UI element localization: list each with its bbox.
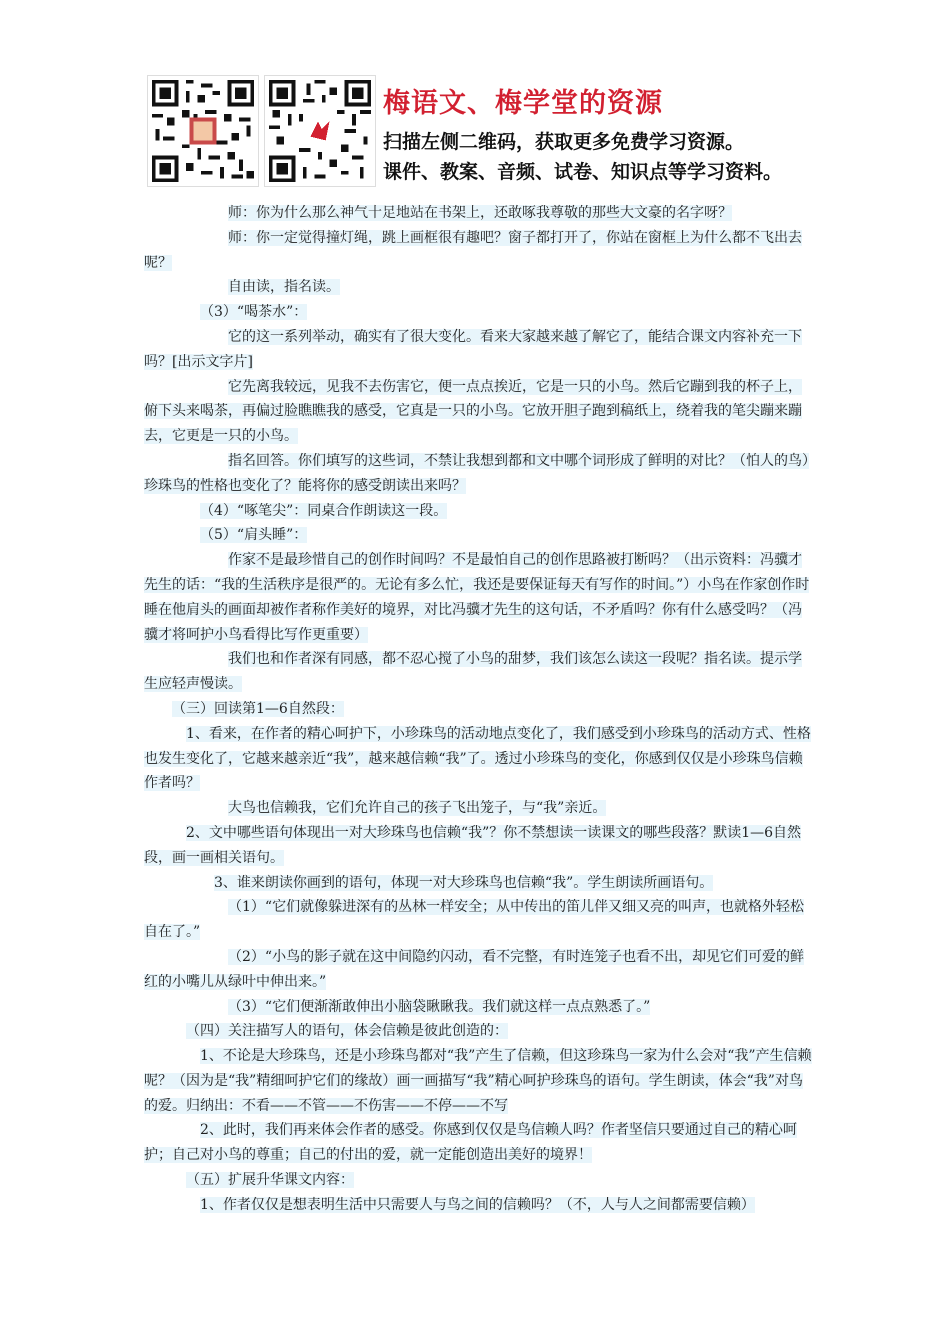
- paragraph: [144, 226, 812, 276]
- qr-code-left[interactable]: [147, 75, 259, 187]
- paragraph: [144, 275, 812, 300]
- paragraph-text: （2）“小鸟的影子就在这中间隐约闪动，看不完整，有时连笼子也看不出，却见它们可爱的鲜红的小嘴儿从绿叶中伸出来。”: [144, 948, 805, 990]
- paragraph: [144, 895, 812, 945]
- paragraph-text: 自由读，指名读。: [228, 279, 340, 296]
- paragraph-text: （四）关注描写人的语句，体会信赖是彼此创造的：: [186, 1023, 508, 1040]
- paragraph-text: （三）回读第1—6自然段：: [172, 700, 344, 717]
- paragraph: [144, 449, 812, 499]
- paragraph-text: 1、作者仅仅是想表明生活中只需要人与鸟之间的信赖吗？（不，人与人之间都需要信赖）: [200, 1196, 755, 1213]
- paragraph: [144, 821, 812, 871]
- paragraph-text: 它的这一系列举动，确实有了很大变化。看来大家越来越了解它了，能结合课文内容补充一下吗？[出示文字片]: [144, 328, 802, 370]
- paragraph: [144, 871, 812, 896]
- section-heading: [144, 1168, 812, 1193]
- paragraph: [144, 375, 812, 449]
- paragraph-text: 1、看来，在作者的精心呵护下，小珍珠鸟的活动地点变化了，我们感受到小珍珠鸟的活动方式、性格也发生变化了，它越来越亲近“我”，越来越信赖“我”了。透过小珍珠鸟的变化，你感到仅仅是小珍珠鸟信赖作者吗？: [144, 725, 811, 792]
- paragraph: [144, 325, 812, 375]
- paragraph-text: 指名回答。你们填写的这些词，不禁让我想到都和文中哪个词形成了鲜明的对比？（怕人的鸟）珍珠鸟的性格也变化了？能将你的感受朗读出来吗？: [144, 452, 809, 494]
- paragraph-text: 作家不是最珍惜自己的创作时间吗？不是最怕自己的创作思路被打断吗？（出示资料：冯骥才先生的话：“我的生活秩序是很严的。无论有多么忙，我还是要保证每天有写作的时间。”）小鸟在作家创作时睡在他肩头的画面却被作者称作美好的境界，对比冯骥才先生的这句话，不矛盾吗？你有什么感受吗？（冯骥才将呵护小鸟看得比写作更重要）: [144, 552, 810, 643]
- paragraph-text: 师：你一定觉得撞灯绳，跳上画框很有趣吧？窗子都打开了，你站在窗框上为什么都不飞出去呢？: [144, 229, 802, 271]
- paragraph-text: （5）“肩头睡”：: [200, 527, 308, 544]
- paragraph: [144, 796, 812, 821]
- paragraph: [144, 1193, 812, 1218]
- brand-title: 梅语文、梅学堂的资源: [383, 88, 663, 119]
- brand-subtitle-2: 课件、教案、音频、试卷、知识点等学习资料。: [383, 161, 783, 183]
- paragraph-text: 大鸟也信赖我，它们允许自己的孩子飞出笼子，与“我”亲近。: [228, 800, 607, 817]
- paragraph: [144, 1044, 812, 1118]
- paragraph-text: （3）“它们便渐渐敢伸出小脑袋瞅瞅我。我们就这样一点点熟悉了。”: [228, 998, 651, 1015]
- paragraph-text: （3）“喝茶水”：: [200, 304, 308, 321]
- paragraph-text: （五）扩展升华课文内容：: [186, 1172, 354, 1189]
- section-heading: [144, 697, 812, 722]
- section-heading: [144, 300, 812, 325]
- paragraph-text: 3、谁来朗读你画到的语句，体现一对大珍珠鸟也信赖“我”。学生朗读所画语句。: [214, 874, 714, 891]
- section-heading: [144, 1019, 812, 1044]
- paragraph-text: 它先离我较远，见我不去伤害它，便一点点挨近，它是一只的小鸟。然后它蹦到我的杯子上，俯下头来喝茶，再偏过脸瞧瞧我的感受，它真是一只的小鸟。它放开胆子跑到稿纸上，绕着我的笔尖蹦来蹦去，它更是一只的小鸟。: [144, 378, 802, 445]
- paragraph: [144, 945, 812, 995]
- paragraph-text: 师：你为什么那么神气十足地站在书架上，还敢啄我尊敬的那些大文豪的名字呀？: [228, 205, 732, 221]
- paragraph-text: 2、文中哪些语句体现出一对大珍珠鸟也信赖“我”？你不禁想读一读课文的哪些段落？默读1—6自然段，画一画相关语句。: [144, 824, 802, 866]
- paragraph-text: 我们也和作者深有同感，都不忍心搅了小鸟的甜梦，我们该怎么读这一段呢？指名读。提示学生应轻声慢读。: [144, 651, 802, 693]
- resource-header: [147, 75, 827, 187]
- paragraph-text: 2、此时，我们再来体会作者的感受。你感到仅仅是鸟信赖人吗？作者坚信只要通过自己的精心呵护；自己对小鸟的尊重；自己的付出的爱，就一定能创造出美好的境界！: [144, 1122, 797, 1164]
- qr-code-right[interactable]: [264, 75, 376, 187]
- section-heading: [144, 523, 812, 548]
- brand-subtitle-1: 扫描左侧二维码，获取更多免费学习资源。: [383, 131, 745, 153]
- lesson-body: [144, 201, 812, 1218]
- paragraph: [144, 722, 812, 796]
- paragraph: [144, 201, 812, 226]
- paragraph: [144, 1118, 812, 1168]
- qr-code-icon: [148, 76, 258, 186]
- paragraph: [144, 548, 812, 647]
- paragraph-text: （1）“它们就像躲进深有的丛林一样安全；从中传出的笛儿伴又细又亮的叫声，也就格外轻松自在了。”: [144, 899, 805, 941]
- qr-code-icon: [265, 76, 375, 186]
- section-heading: [144, 499, 812, 524]
- paragraph: [144, 995, 812, 1020]
- paragraph: [144, 647, 812, 697]
- paragraph-text: 1、不论是大珍珠鸟，还是小珍珠鸟都对“我”产生了信赖，但这珍珠鸟一家为什么会对“我”产生信赖呢？（因为是“我”精细呵护它们的缘故）画一画描写“我”精心呵护珍珠鸟的语句。学生朗读，体会“我”对鸟的爱。归纳出：不看——不管——不伤害——不停——不写: [144, 1048, 812, 1114]
- paragraph-text: （4）“啄笔尖”：同桌合作朗读这一段。: [200, 502, 448, 519]
